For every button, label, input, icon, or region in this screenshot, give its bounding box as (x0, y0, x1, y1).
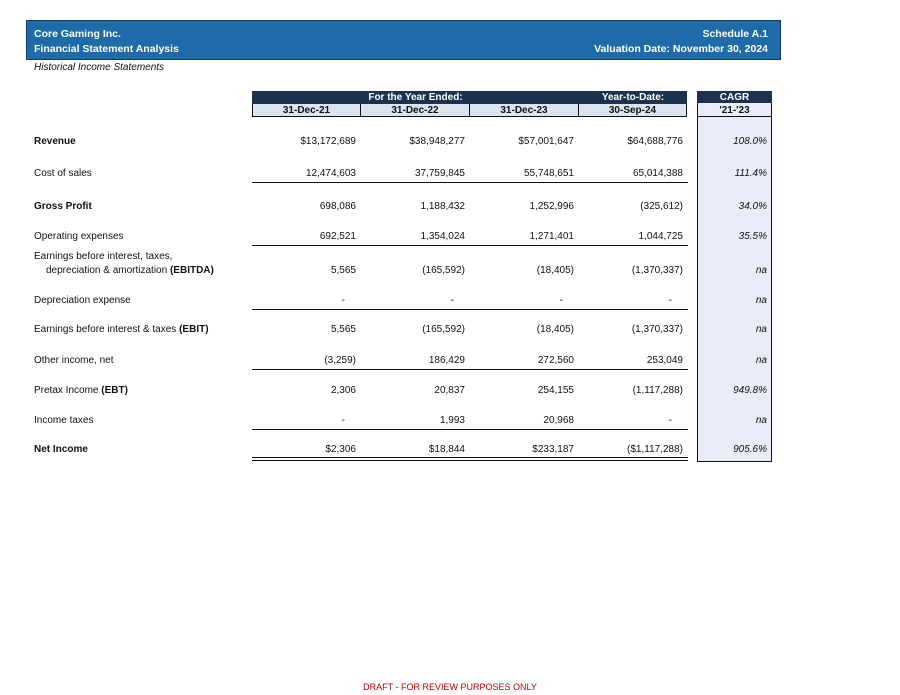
cos-cagr: 111.4% (734, 168, 767, 179)
oi-2022: 186,429 (428, 355, 465, 366)
dep-2022: - (450, 295, 454, 306)
pretax-2022: 20,837 (434, 385, 465, 396)
cos-2021: 12,474,603 (305, 168, 356, 179)
revenue-2023: $57,001,647 (518, 136, 574, 147)
gp-cagr: 34.0% (738, 201, 767, 212)
ni-ytd: ($1,117,288) (627, 444, 683, 455)
pretax-label-text: Pretax Income (34, 385, 99, 396)
col-header-2023: 31-Dec-23 (470, 104, 579, 117)
ni-2022: $18,844 (428, 444, 465, 455)
ebitda-2021: 5,565 (330, 265, 356, 276)
opex-cagr: 35.5% (738, 231, 767, 242)
ebit-2021: 5,565 (330, 324, 356, 335)
col-header-2022: 31-Dec-22 (361, 104, 470, 117)
row-label-other-income: Other income, net (34, 355, 114, 366)
row-label-income-taxes: Income taxes (34, 415, 94, 426)
gp-2023: 1,252,996 (529, 201, 574, 212)
ebitda-label-abbrev: (EBITDA) (169, 265, 214, 276)
ebitda-2022: (165,592) (422, 265, 465, 276)
ebit-label-abbrev: (EBIT) (179, 324, 209, 335)
revenue-2022: $38,948,277 (409, 136, 465, 147)
gp-ytd: (325,612) (640, 201, 683, 212)
tax-2022: 1,993 (439, 415, 465, 426)
ebitda-2023: (18,405) (536, 265, 574, 276)
gp-2022: 1,188,432 (420, 201, 465, 212)
ni-2021: $2,306 (325, 444, 356, 455)
row-label-gross-profit: Gross Profit (34, 201, 92, 212)
pretax-2023: 254,155 (537, 385, 574, 396)
pretax-2021: 2,306 (330, 385, 356, 396)
ebit-label-text: Earnings before interest & taxes (34, 324, 177, 335)
valuation-date: Valuation Date: November 30, 2024 (594, 43, 768, 55)
tax-ytd: - (668, 415, 672, 426)
tax-2021: - (341, 415, 345, 426)
oi-ytd: 253,049 (646, 355, 683, 366)
ebitda-label-text: depreciation & amortization (46, 265, 168, 276)
dep-2021: - (341, 295, 345, 306)
row-label-net-income: Net Income (34, 444, 88, 455)
report-banner (26, 20, 781, 60)
opex-ytd: 1,044,725 (638, 231, 683, 242)
report-title: Financial Statement Analysis (34, 43, 179, 55)
cos-2023: 55,748,651 (523, 168, 574, 179)
cos-ytd: 65,014,388 (632, 168, 683, 179)
draft-footer: DRAFT - FOR REVIEW PURPOSES ONLY (363, 682, 537, 692)
ebit-ytd: (1,370,337) (631, 324, 683, 335)
opex-2023: 1,271,401 (529, 231, 574, 242)
pretax-label-abbrev: (EBT) (101, 385, 128, 396)
oi-2021: (3,259) (324, 355, 356, 366)
col-header-2021: 31-Dec-21 (252, 104, 361, 117)
schedule-label: Schedule A.1 (702, 28, 768, 40)
header-year-ended: For the Year Ended: (252, 91, 579, 104)
oi-2023: 272,560 (537, 355, 574, 366)
revenue-ytd: $64,688,776 (627, 136, 683, 147)
dep-ytd: - (668, 295, 672, 306)
divider (252, 369, 688, 370)
cos-2022: 37,759,845 (414, 168, 465, 179)
divider (252, 182, 688, 183)
cagr-period-header: '21-'23 (697, 104, 772, 117)
row-label-revenue: Revenue (34, 136, 76, 147)
ni-cagr: 905.6% (733, 444, 767, 455)
divider (252, 309, 688, 310)
revenue-2021: $13,172,689 (300, 136, 356, 147)
row-label-operating-expenses: Operating expenses (34, 231, 124, 242)
opex-2021: 692,521 (319, 231, 356, 242)
ebit-2023: (18,405) (536, 324, 574, 335)
row-label-ebitda-line2 (46, 265, 214, 276)
dep-2023: - (559, 295, 563, 306)
ebitda-cagr: na (755, 265, 767, 276)
divider (252, 429, 688, 430)
row-label-ebit (34, 324, 209, 335)
oi-cagr: na (755, 355, 767, 366)
ebitda-ytd: (1,370,337) (631, 265, 683, 276)
ebit-cagr: na (755, 324, 767, 335)
row-label-ebitda-line1: Earnings before interest, taxes, (34, 251, 173, 262)
row-label-depreciation: Depreciation expense (34, 295, 131, 306)
tax-cagr: na (755, 415, 767, 426)
cagr-column (697, 103, 772, 462)
col-header-ytd2024: 30-Sep-24 (579, 104, 687, 117)
divider (252, 245, 688, 246)
page-subtitle: Historical Income Statements (34, 62, 165, 73)
header-cagr: CAGR (697, 91, 772, 104)
pretax-ytd: (1,117,288) (632, 385, 683, 396)
ebit-2022: (165,592) (422, 324, 465, 335)
pretax-cagr: 949.8% (733, 385, 767, 396)
revenue-cagr: 108.0% (733, 136, 767, 147)
row-label-pretax (34, 385, 128, 396)
gp-2021: 698,086 (319, 201, 356, 212)
row-label-cost-of-sales: Cost of sales (34, 168, 92, 179)
ni-2023: $233,187 (532, 444, 574, 455)
opex-2022: 1,354,024 (420, 231, 465, 242)
tax-2023: 20,968 (543, 415, 574, 426)
dep-cagr: na (755, 295, 767, 306)
header-ytd: Year-to-Date: (579, 91, 687, 104)
company-name: Core Gaming Inc. (34, 28, 121, 40)
double-underline (252, 457, 688, 461)
